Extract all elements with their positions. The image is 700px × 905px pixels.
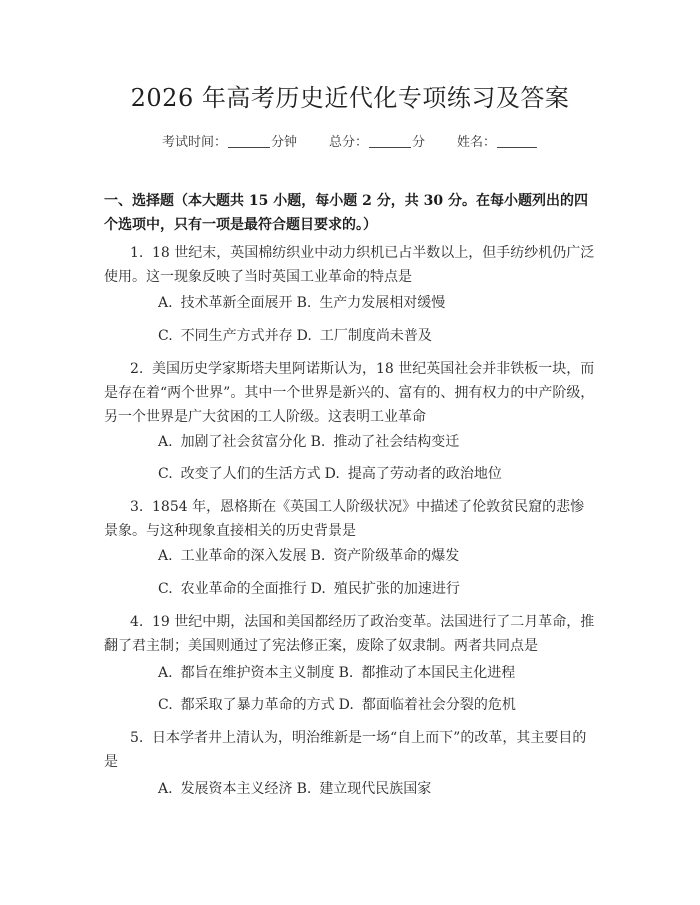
question-text: 美国历史学家斯塔夫里阿诺斯认为，18 世纪英国社会并非铁板一块，而是存在着“两个世界”。其中一个世界是新兴的、富有的、拥有权力的中产阶级，另一个世界是广大贫困的工人阶级。这表明工业革命: [104, 361, 595, 425]
page-title: 2026 年高考历史近代化专项练习及答案: [130, 84, 570, 112]
option-text: 都面临着社会分裂的危机: [361, 697, 516, 713]
option-label: C.: [158, 581, 173, 597]
student-name-label: 姓名：: [457, 135, 497, 150]
exam-time-label: 考试时间：: [161, 135, 227, 150]
question-number: 5.: [130, 730, 144, 746]
option-text: 工业革命的深入发展: [180, 548, 307, 564]
option-label: B.: [310, 434, 326, 450]
option-text: 改变了人们的生活方式: [180, 466, 321, 482]
question-4-options-row-1: [158, 663, 598, 683]
question-4-options-row-2: [158, 695, 598, 715]
exam-time-field: [162, 133, 297, 152]
option-text: 都旨在维护资本主义制度: [180, 665, 335, 681]
option-label: D.: [310, 581, 326, 597]
question-5: [104, 726, 596, 774]
question-4: [104, 610, 596, 658]
option-text: 农业革命的全面推行: [180, 581, 307, 597]
option-text: 工厂制度尚未普及: [319, 328, 432, 344]
option-text: 殖民扩张的加速进行: [333, 581, 460, 597]
option-label: D.: [296, 328, 312, 344]
option-label: B.: [296, 781, 312, 797]
option-label: A.: [158, 434, 173, 450]
question-5-options-row-1: [158, 779, 598, 799]
question-2-options-row-2: [158, 464, 598, 484]
question-number: 2.: [130, 361, 144, 377]
option-label: D.: [338, 697, 354, 713]
question-1-options-row-2: [158, 326, 598, 346]
option-text: 发展资本主义经济: [180, 781, 293, 797]
option-text: 不同生产方式并存: [180, 328, 293, 344]
question-3-options-row-1: [158, 546, 598, 566]
question-1: [104, 241, 596, 289]
option-label: A.: [158, 781, 173, 797]
student-name-blank: [497, 133, 537, 148]
option-label: B.: [310, 548, 326, 564]
total-score-unit: 分: [412, 135, 426, 150]
exam-time-unit: 分钟: [270, 135, 297, 150]
option-text: 生产力发展相对缓慢: [319, 295, 446, 311]
question-2-options-row-1: [158, 432, 598, 452]
option-label: B.: [296, 295, 312, 311]
question-text: 1854 年，恩格斯在《英国工人阶级状况》中描述了伦敦贫民窟的悲惨景象。与这种现象直接相关的历史背景是: [104, 499, 585, 539]
total-score-label: 总分：: [328, 135, 368, 150]
option-text: 推动了社会结构变迁: [333, 434, 460, 450]
question-text: 18 世纪末，英国棉纺织业中动力织机已占半数以上，但手纺纱机仍广泛使用。这一现象反映了当时英国工业革命的特点是: [104, 245, 595, 285]
option-label: B.: [338, 665, 354, 681]
section-heading: 一、选择题（本大题共 15 小题，每小题 2 分，共 30 分。在每小题列出的四个选项中，只有一项是最符合题目要求的。）: [104, 193, 588, 233]
option-label: A.: [158, 665, 173, 681]
total-score-field: [329, 133, 425, 152]
option-label: C.: [158, 328, 173, 344]
option-text: 资产阶级革命的爆发: [333, 548, 460, 564]
option-label: A.: [158, 295, 173, 311]
question-1-options-row-1: [158, 293, 598, 313]
question-3: [104, 495, 596, 543]
exam-time-blank: [228, 133, 270, 148]
question-3-options-row-2: [158, 579, 598, 599]
option-label: C.: [158, 466, 173, 482]
option-text: 建立现代民族国家: [319, 781, 432, 797]
exam-info-row: [0, 133, 700, 152]
option-text: 加剧了社会贫富分化: [180, 434, 307, 450]
option-label: C.: [158, 697, 173, 713]
option-text: 技术革新全面展开: [180, 295, 293, 311]
question-number: 4.: [130, 614, 144, 630]
question-2: [104, 357, 596, 429]
question-number: 3.: [130, 499, 144, 515]
student-name-field: [457, 133, 538, 152]
option-text: 都采取了暴力革命的方式: [180, 697, 335, 713]
option-label: A.: [158, 548, 173, 564]
total-score-blank: [369, 133, 411, 148]
question-text: 19 世纪中期，法国和美国都经历了政治变革。法国进行了二月革命，推翻了君主制；美国则通过了宪法修正案，废除了奴隶制。两者共同点是: [104, 614, 595, 654]
question-text: 日本学者井上清认为，明治维新是一场“自上而下”的改革，其主要目的是: [104, 730, 587, 770]
option-text: 提高了劳动者的政治地位: [347, 466, 502, 482]
question-number: 1.: [130, 245, 144, 261]
option-label: D.: [324, 466, 340, 482]
option-text: 都推动了本国民主化进程: [361, 665, 516, 681]
